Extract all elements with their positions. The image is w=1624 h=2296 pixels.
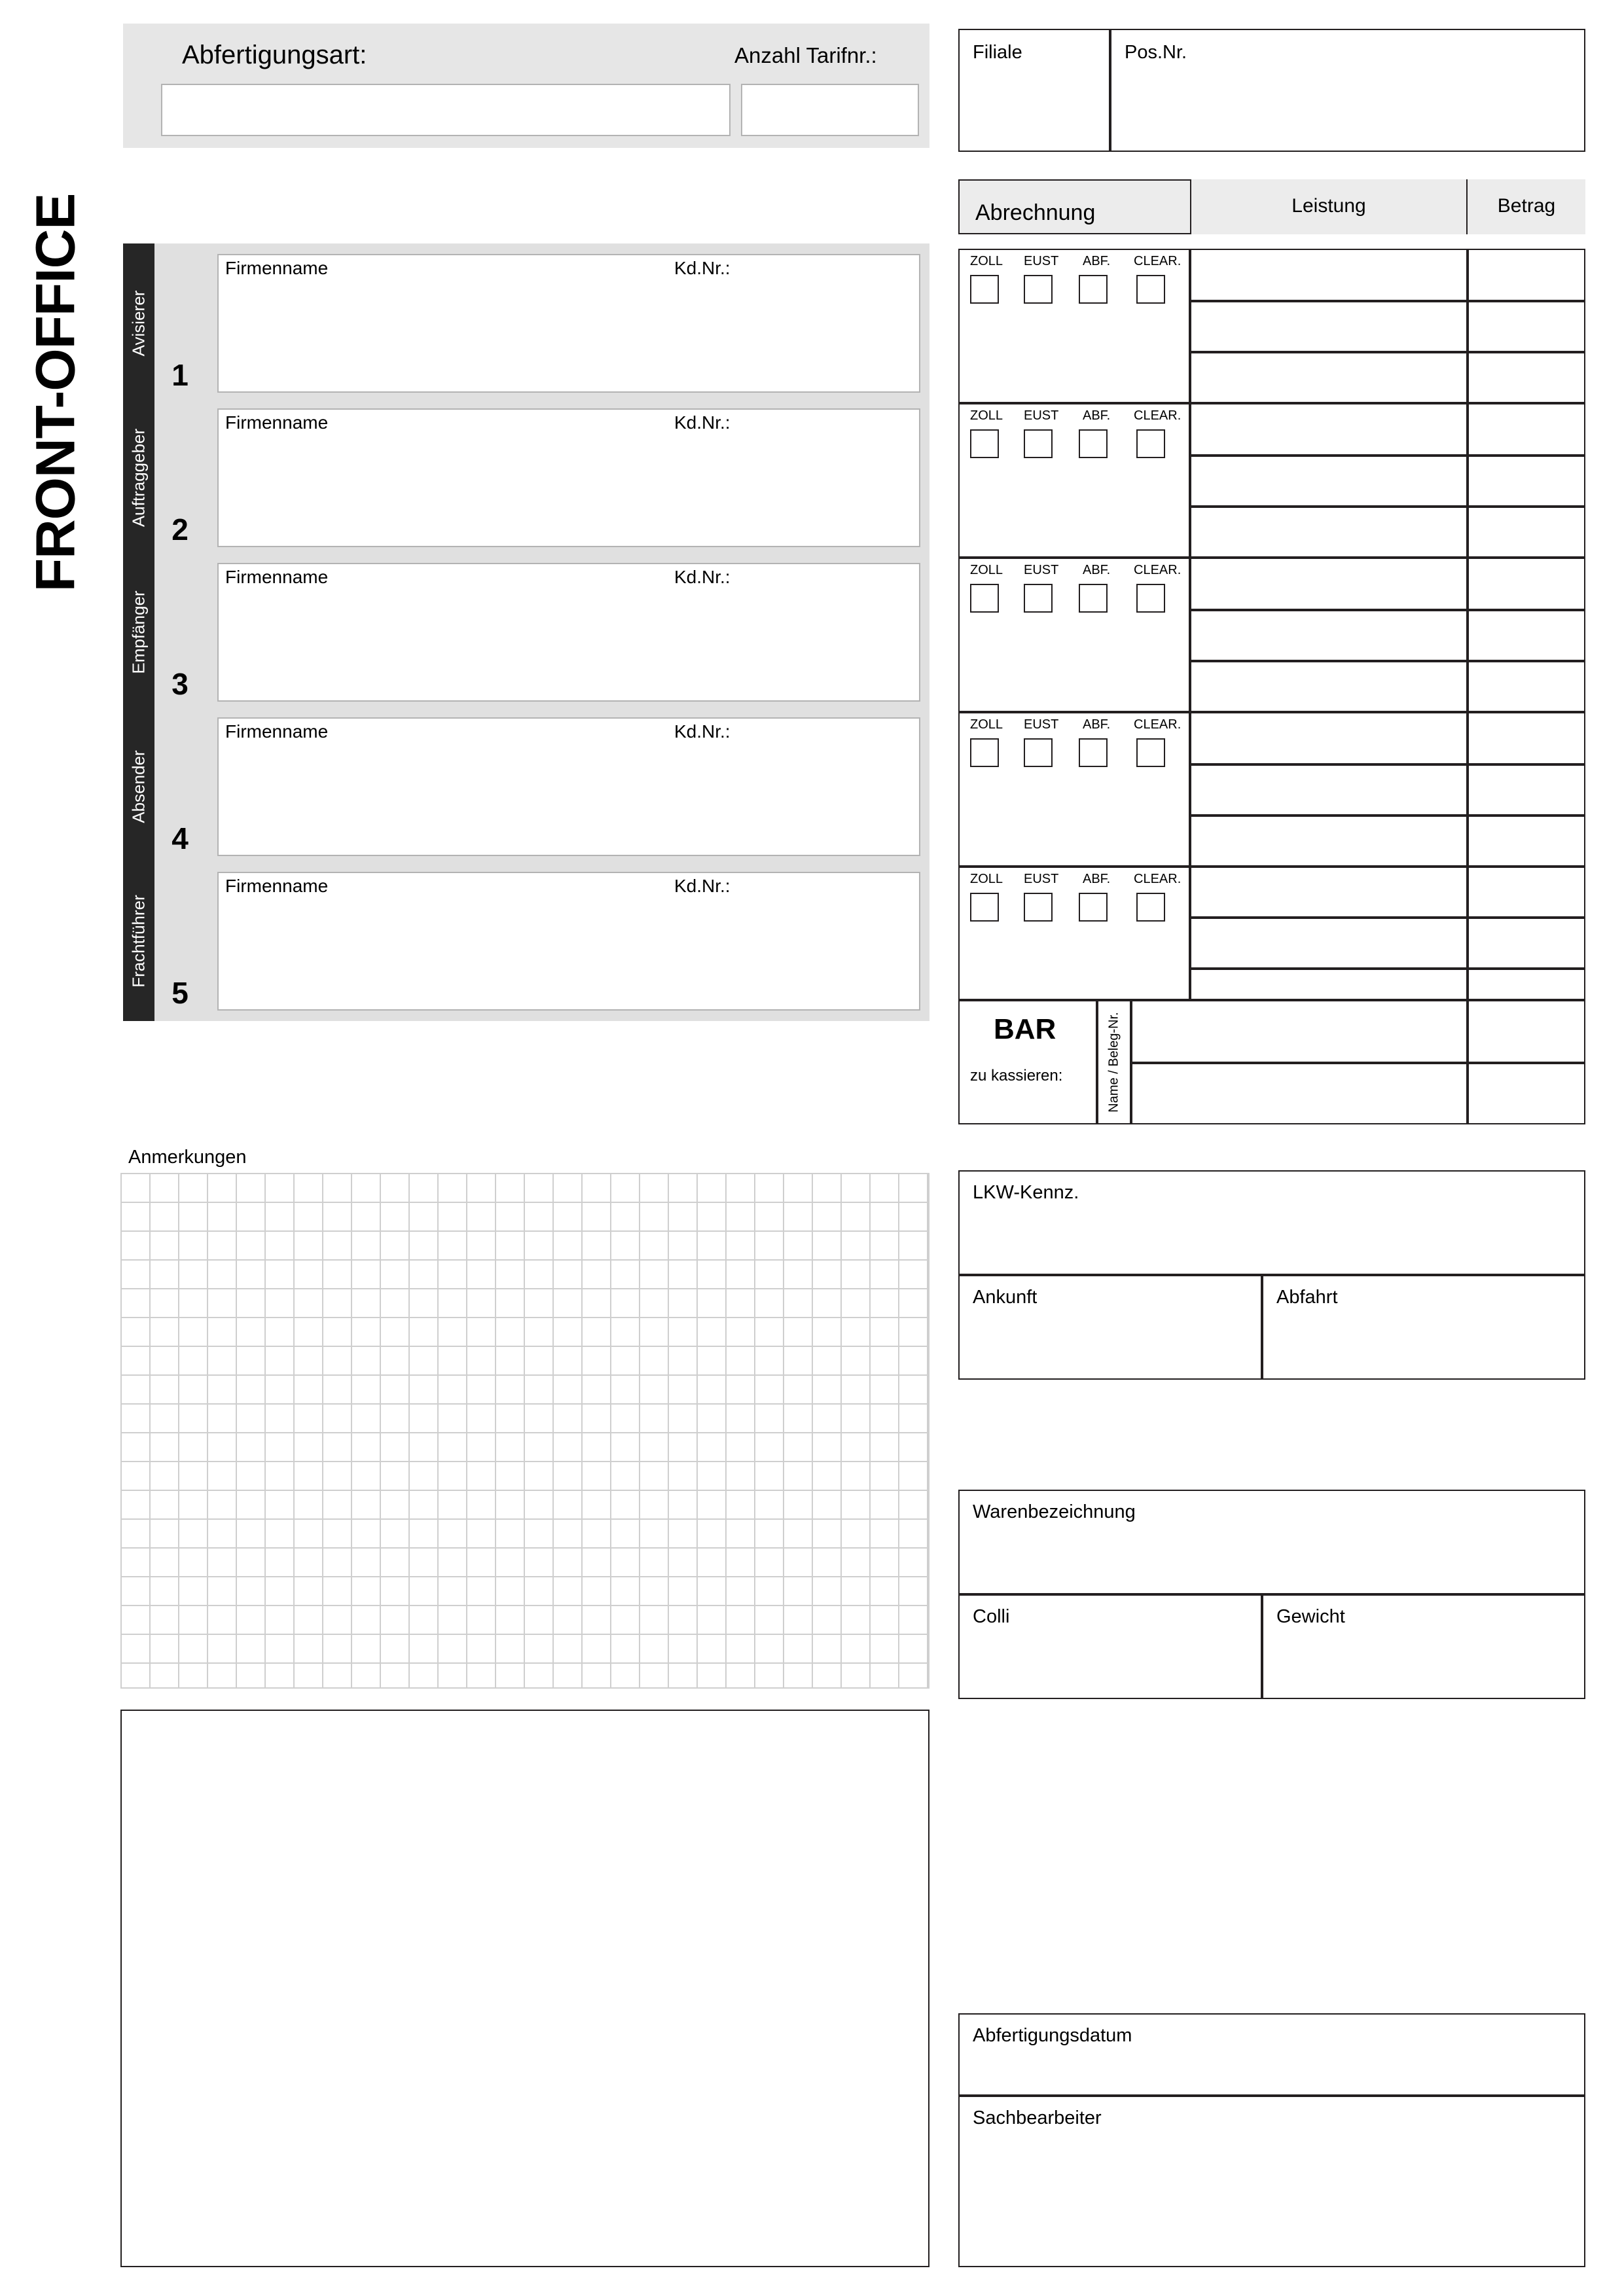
checkbox-label-abf-1: ABF.: [1083, 254, 1111, 268]
bar-name-beleg-field[interactable]: [1097, 1000, 1131, 1124]
freitext-box[interactable]: [120, 1710, 929, 2267]
party-number-2: [154, 398, 206, 558]
leistung-cell-7[interactable]: [1190, 558, 1468, 610]
warenbezeichnung-label: Warenbezeichnung: [973, 1501, 1136, 1522]
leistung-cell-1[interactable]: [1190, 249, 1468, 301]
party-kdnr-label-3: Kd.Nr.:: [674, 567, 731, 587]
party-firmenname-label-3: Firmenname: [225, 567, 329, 587]
leistung-cell-14[interactable]: [1190, 918, 1468, 969]
page-title-text: FRONT-OFFICE: [24, 193, 86, 592]
checkbox-zoll-2[interactable]: [970, 429, 999, 458]
checkbox-zoll-5[interactable]: [970, 893, 999, 922]
betrag-cell-16[interactable]: [1468, 1000, 1585, 1063]
checkbox-label-eust-2: EUST: [1024, 408, 1059, 423]
betrag-cell-4[interactable]: [1468, 403, 1585, 456]
abrechnung-title: Abrechnung: [975, 200, 1096, 225]
page-title: [20, 26, 92, 759]
party-tab-label-4: Absender: [128, 750, 149, 823]
checkbox-label-abf-2: ABF.: [1083, 408, 1111, 423]
checkbox-eust-4[interactable]: [1024, 738, 1053, 767]
party-kdnr-label-1: Kd.Nr.:: [674, 258, 731, 278]
party-kdnr-label-2: Kd.Nr.:: [674, 412, 731, 433]
lkw-kennz-label: LKW-Kennz.: [973, 1182, 1079, 1203]
checkbox-abf-4[interactable]: [1079, 738, 1108, 767]
party-tab-label-2: Auftraggeber: [128, 428, 149, 528]
party-tab-1: [123, 243, 154, 403]
party-tab-label-1: Avisierer: [128, 290, 149, 357]
leistung-cell-5[interactable]: [1190, 456, 1468, 507]
party-number-text-4: 4: [171, 821, 189, 855]
bar-name-beleg-label: Name / Beleg-Nr.: [1106, 1012, 1121, 1113]
ankunft-label: Ankunft: [973, 1287, 1038, 1308]
leistung-cell-2[interactable]: [1190, 301, 1468, 352]
party-kdnr-label-5: Kd.Nr.:: [674, 876, 731, 896]
abfertigungsart-input[interactable]: [161, 84, 731, 136]
checkbox-zoll-1[interactable]: [970, 275, 999, 304]
leistung-cell-8[interactable]: [1190, 610, 1468, 661]
leistung-cell-13[interactable]: [1190, 867, 1468, 918]
abrechnung-col-betrag: [1468, 179, 1585, 234]
abrechnung-checkbox-group-2: [958, 403, 1190, 558]
checkbox-label-zoll-4: ZOLL: [970, 717, 1003, 732]
leistung-cell-12[interactable]: [1190, 816, 1468, 867]
checkbox-zoll-3[interactable]: [970, 584, 999, 613]
checkbox-label-zoll-5: ZOLL: [970, 872, 1003, 886]
bar-subtitle: zu kassieren:: [970, 1067, 1063, 1085]
checkbox-label-eust-3: EUST: [1024, 563, 1059, 577]
checkbox-label-eust-1: EUST: [1024, 254, 1059, 268]
betrag-cell-1[interactable]: [1468, 249, 1585, 301]
checkbox-label-eust-5: EUST: [1024, 872, 1059, 886]
checkbox-abf-1[interactable]: [1079, 275, 1108, 304]
party-tab-label-3: Empfänger: [128, 590, 149, 674]
checkbox-eust-2[interactable]: [1024, 429, 1053, 458]
betrag-cell-11[interactable]: [1468, 764, 1585, 816]
checkbox-clear-2[interactable]: [1136, 429, 1165, 458]
betrag-cell-8[interactable]: [1468, 610, 1585, 661]
abfahrt-label: Abfahrt: [1276, 1287, 1338, 1308]
checkbox-eust-3[interactable]: [1024, 584, 1053, 613]
betrag-cell-5[interactable]: [1468, 456, 1585, 507]
checkbox-label-clear-3: CLEAR.: [1134, 563, 1182, 577]
colli-label: Colli: [973, 1606, 1010, 1627]
leistung-cell-9[interactable]: [1190, 661, 1468, 712]
checkbox-label-zoll-3: ZOLL: [970, 563, 1003, 577]
betrag-cell-17[interactable]: [1468, 1063, 1585, 1124]
betrag-cell-2[interactable]: [1468, 301, 1585, 352]
party-number-text-1: 1: [171, 358, 189, 392]
checkbox-label-abf-3: ABF.: [1083, 563, 1111, 577]
checkbox-label-clear-4: CLEAR.: [1134, 717, 1182, 732]
posnr-label: Pos.Nr.: [1125, 42, 1187, 63]
anmerkungen-label: Anmerkungen: [128, 1147, 247, 1168]
bar-title: BAR: [994, 1013, 1056, 1045]
party-number-text-3: 3: [171, 667, 189, 701]
party-number-text-5: 5: [171, 976, 189, 1010]
leistung-cell-16[interactable]: [1131, 1000, 1468, 1063]
abrechnung-checkbox-group-1: [958, 249, 1190, 403]
party-number-5: [154, 861, 206, 1021]
party-kdnr-label-4: Kd.Nr.:: [674, 721, 731, 742]
checkbox-abf-2[interactable]: [1079, 429, 1108, 458]
betrag-cell-6[interactable]: [1468, 507, 1585, 558]
anzahl-tarifnr-input[interactable]: [741, 84, 919, 136]
abrechnung-col-leistung-label: Leistung: [1291, 195, 1366, 217]
checkbox-label-clear-5: CLEAR.: [1134, 872, 1182, 886]
party-tab-5: [123, 861, 154, 1021]
checkbox-eust-5[interactable]: [1024, 893, 1053, 922]
checkbox-label-abf-5: ABF.: [1083, 872, 1111, 886]
party-tab-3: [123, 552, 154, 712]
sachbearbeiter-label: Sachbearbeiter: [973, 2108, 1102, 2128]
party-number-1: [154, 243, 206, 403]
leistung-cell-11[interactable]: [1190, 764, 1468, 816]
checkbox-label-eust-4: EUST: [1024, 717, 1059, 732]
betrag-cell-14[interactable]: [1468, 918, 1585, 969]
checkbox-clear-4[interactable]: [1136, 738, 1165, 767]
abrechnung-checkbox-group-3: [958, 558, 1190, 712]
leistung-cell-17[interactable]: [1131, 1063, 1468, 1124]
leistung-cell-3[interactable]: [1190, 352, 1468, 403]
party-firmenname-label-4: Firmenname: [225, 721, 329, 742]
checkbox-abf-3[interactable]: [1079, 584, 1108, 613]
betrag-cell-12[interactable]: [1468, 816, 1585, 867]
abfertigungsart-label: Abfertigungsart:: [182, 41, 367, 69]
betrag-cell-7[interactable]: [1468, 558, 1585, 610]
checkbox-label-zoll-2: ZOLL: [970, 408, 1003, 423]
abrechnung-checkbox-group-4: [958, 712, 1190, 867]
leistung-cell-6[interactable]: [1190, 507, 1468, 558]
party-number-text-2: 2: [171, 512, 189, 547]
filiale-label: Filiale: [973, 42, 1022, 63]
checkbox-clear-5[interactable]: [1136, 893, 1165, 922]
party-firmenname-label-1: Firmenname: [225, 258, 329, 278]
party-tab-2: [123, 398, 154, 558]
checkbox-clear-3[interactable]: [1136, 584, 1165, 613]
party-firmenname-label-2: Firmenname: [225, 412, 329, 433]
party-tab-label-5: Frachtführer: [128, 895, 149, 988]
party-number-3: [154, 552, 206, 712]
checkbox-label-abf-4: ABF.: [1083, 717, 1111, 732]
anmerkungen-grid[interactable]: [120, 1173, 929, 1689]
gewicht-label: Gewicht: [1276, 1606, 1345, 1627]
checkbox-eust-1[interactable]: [1024, 275, 1053, 304]
betrag-cell-15[interactable]: [1468, 969, 1585, 1000]
abrechnung-col-betrag-label: Betrag: [1497, 195, 1556, 217]
anzahl-tarifnr-label: Anzahl Tarifnr.:: [734, 43, 877, 67]
abfertigungsdatum-label: Abfertigungsdatum: [973, 2025, 1132, 2046]
betrag-cell-3[interactable]: [1468, 352, 1585, 403]
betrag-cell-9[interactable]: [1468, 661, 1585, 712]
checkbox-label-zoll-1: ZOLL: [970, 254, 1003, 268]
leistung-cell-10[interactable]: [1190, 712, 1468, 764]
betrag-cell-13[interactable]: [1468, 867, 1585, 918]
checkbox-label-clear-2: CLEAR.: [1134, 408, 1182, 423]
party-number-4: [154, 707, 206, 867]
checkbox-zoll-4[interactable]: [970, 738, 999, 767]
checkbox-abf-5[interactable]: [1079, 893, 1108, 922]
leistung-cell-4[interactable]: [1190, 403, 1468, 456]
betrag-cell-10[interactable]: [1468, 712, 1585, 764]
checkbox-clear-1[interactable]: [1136, 275, 1165, 304]
abrechnung-col-leistung: [1190, 179, 1468, 234]
leistung-cell-15[interactable]: [1190, 969, 1468, 1000]
checkbox-label-clear-1: CLEAR.: [1134, 254, 1182, 268]
party-firmenname-label-5: Firmenname: [225, 876, 329, 896]
party-tab-4: [123, 707, 154, 867]
